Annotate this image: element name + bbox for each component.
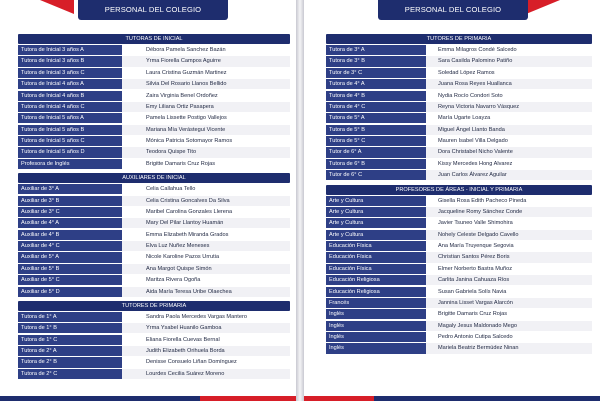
footer-red-band — [304, 396, 374, 401]
role-label: Auxiliar de 5° B — [18, 264, 122, 274]
staff-row — [18, 45, 290, 55]
staff-row — [326, 79, 592, 89]
staff-row — [18, 79, 290, 89]
staff-row — [18, 125, 290, 135]
staff-row — [18, 357, 290, 367]
role-label: Tutora de Inicial 4 años B — [18, 91, 122, 101]
staff-name: Sandra Paola Mercedes Vargas Mantero — [146, 313, 247, 320]
book-gutter — [296, 0, 304, 401]
role-label: Arte y Cultura — [326, 207, 426, 217]
staff-name: Jacqueline Romy Sánchez Conde — [426, 207, 592, 217]
role-label: Auxiliar de 4° B — [18, 230, 122, 240]
role-label: Tutora de Inicial 5 años C — [18, 136, 122, 146]
staff-name: Mauren Isabel Villa Delgado — [438, 138, 508, 144]
role-label: Tutor de 6° A — [326, 147, 426, 157]
staff-name: Nydia Rocío Condori Soto — [438, 92, 503, 99]
staff-name: Maritza Rivera Ogoña — [146, 277, 201, 284]
role-label: Auxiliar de 3° C — [18, 207, 122, 217]
staff-list — [326, 45, 592, 180]
role-label: Arte y Cultura — [326, 230, 426, 240]
role-label: Tutora de 2° A — [18, 346, 122, 356]
staff-row — [326, 264, 592, 274]
section-title: AUXILIARES DE INICIAL — [18, 173, 290, 183]
staff-name: Elva Luz Nuñez Meneses — [122, 241, 290, 251]
role-label: Tutora de 4° C — [326, 102, 426, 112]
staff-name: Teodora Quispe Tito — [122, 147, 290, 157]
staff-name: Débora Pamela Sanchez Bazán — [146, 47, 226, 53]
staff-name: Silvia Del Rosario Llanos Bellido — [122, 79, 290, 89]
staff-row — [18, 241, 290, 251]
staff-row — [326, 159, 592, 169]
staff-row — [18, 264, 290, 274]
staff-name: Eliana Fiorella Cuevas Bernal — [146, 336, 220, 343]
role-label: Inglés — [326, 332, 426, 342]
role-label: Educación Física — [326, 252, 426, 262]
left-page — [0, 0, 296, 401]
footer-blue-band — [374, 396, 600, 401]
staff-row — [18, 218, 290, 228]
staff-list — [18, 184, 290, 297]
staff-row — [18, 68, 290, 78]
role-label: Tutora de 3° A — [326, 45, 426, 55]
staff-row — [18, 230, 290, 240]
role-label: Auxiliar de 5° D — [18, 287, 122, 297]
staff-row — [18, 335, 290, 345]
role-label: Tutora de 2° B — [18, 357, 122, 367]
staff-name: Mary Del Pilar Llantoy Huamán — [122, 218, 290, 228]
section-title: TUTORES DE PRIMARIA — [326, 34, 592, 44]
red-accent — [526, 0, 560, 14]
staff-name: Yrma Fiorella Campos Aguirre — [122, 56, 290, 66]
staff-name: Sara Casilda Palomino Patiño — [426, 56, 592, 66]
role-label: Tutora de 1° C — [18, 335, 122, 345]
staff-section — [18, 34, 290, 169]
staff-section — [326, 185, 592, 354]
staff-name: Emy Liliana Ortiz Pasapera — [122, 102, 290, 112]
role-label: Auxiliar de 3° B — [18, 196, 122, 206]
staff-row — [326, 309, 592, 319]
staff-row — [326, 332, 592, 342]
section-title: PROFESORES DE ÁREAS - INICIAL Y PRIMARIA — [326, 185, 592, 195]
role-label: Tutora de 2° C — [18, 369, 122, 379]
page-header — [0, 0, 296, 26]
page-header — [304, 0, 600, 26]
page-title: PERSONAL DEL COLEGIO — [378, 0, 528, 20]
role-label: Inglés — [326, 343, 426, 353]
staff-section — [326, 34, 592, 180]
role-label: Tutora de Inicial 3 años B — [18, 56, 122, 66]
staff-row — [326, 275, 592, 285]
staff-row — [326, 91, 592, 101]
role-label: Tutora de 6° B — [326, 159, 426, 169]
staff-name: Juana Rosa Reyes Huallanca — [426, 79, 592, 89]
staff-name: Gisella Rosa Edith Pacheco Pineda — [438, 197, 527, 204]
staff-name: Mariela Beatriz Bermúdez Ninan — [426, 343, 592, 353]
staff-row — [326, 45, 592, 55]
staff-name: Javier Tsuneo Valle Shimohira — [438, 220, 513, 227]
staff-name: Ana Margot Quispe Simón — [122, 264, 290, 274]
staff-row — [18, 56, 290, 66]
staff-name: Kissy Mercedes Hong Alvarez — [438, 160, 513, 167]
staff-row — [18, 147, 290, 157]
staff-row — [326, 196, 592, 206]
staff-section — [18, 173, 290, 297]
staff-row — [18, 102, 290, 112]
role-label: Educación Física — [326, 241, 426, 251]
staff-row — [326, 218, 592, 228]
role-label: Auxiliar de 3° A — [18, 184, 122, 194]
staff-name: Denisse Consuelo Liñan Domínguez — [146, 359, 237, 366]
staff-name: Soledad López Ramos — [438, 69, 495, 76]
staff-row — [326, 287, 592, 297]
role-label: Tutora de Inicial 3 años A — [18, 45, 122, 55]
staff-name: Nohely Celeste Delgado Cavello — [426, 230, 592, 240]
staff-row — [326, 230, 592, 240]
role-label: Tutora de 5° B — [326, 125, 426, 135]
staff-list — [18, 45, 290, 169]
staff-name: Ana María Truyenque Segovia — [438, 243, 514, 249]
staff-row — [326, 125, 592, 135]
staff-name: María Ugarte Loayza — [438, 115, 491, 122]
staff-name: Carlita Janina Cahuaza Ríos — [426, 275, 592, 285]
role-label: Arte y Cultura — [326, 196, 426, 206]
staff-name: Emma Milagros Condé Salcedo — [438, 47, 517, 53]
staff-name: Brigitte Damaris Cruz Rojas — [146, 160, 216, 167]
staff-row — [18, 113, 290, 123]
staff-row — [326, 321, 592, 331]
staff-row — [326, 136, 592, 146]
staff-name: Pamela Lissette Postigo Vallejos — [146, 115, 227, 122]
footer-red-band — [200, 396, 296, 401]
staff-row — [18, 207, 290, 217]
role-label: Francés — [326, 298, 426, 308]
staff-list — [18, 312, 290, 379]
role-label: Tutora de 1° A — [18, 312, 122, 322]
staff-name: Lourdes Cecilia Suárez Moreno — [122, 369, 290, 379]
role-label: Tutora de 4° B — [326, 91, 426, 101]
staff-name: Celia Callahua Tello — [146, 186, 196, 193]
role-label: Tutor de 3° C — [326, 68, 426, 78]
right-content — [326, 34, 592, 355]
footer-blue-band — [0, 396, 200, 401]
role-label: Tutora de 1° B — [18, 323, 122, 333]
role-label: Profesora de Inglés — [18, 159, 122, 169]
staff-name: Dora Christabel Nicho Valente — [426, 147, 592, 157]
role-label: Educación Religiosa — [326, 287, 426, 297]
staff-row — [326, 68, 592, 78]
left-content — [18, 34, 290, 380]
staff-name: Judith Elizabeth Orihuela Borda — [122, 346, 290, 356]
staff-name: Yrma Ysabel Huanilo Gamboa — [122, 323, 290, 333]
staff-list — [326, 196, 592, 354]
staff-row — [326, 298, 592, 308]
staff-row — [326, 147, 592, 157]
staff-name: Susan Gabriela Solís Navia — [438, 288, 507, 295]
role-label: Tutora de Inicial 3 años C — [18, 68, 122, 78]
role-label: Tutora de Inicial 5 años D — [18, 147, 122, 157]
staff-name: Nicole Karoline Pazos Urrutia — [146, 254, 220, 261]
staff-row — [18, 91, 290, 101]
staff-name: Jannina Lisset Vargas Alarcón — [426, 298, 592, 308]
role-label: Auxiliar de 4° A — [18, 218, 122, 228]
staff-name: Magaly Jesus Maldonado Mego — [426, 321, 592, 331]
staff-row — [18, 159, 290, 169]
role-label: Tutora de Inicial 4 años C — [18, 102, 122, 112]
staff-row — [18, 369, 290, 379]
staff-name: Juan Carlos Álvarez Aguilar — [426, 170, 592, 180]
role-label: Educación Física — [326, 264, 426, 274]
staff-row — [18, 323, 290, 333]
staff-name: Aida María Teresa Uribe Olaechea — [122, 287, 290, 297]
staff-row — [18, 184, 290, 194]
staff-name: Mariana Mía Verástegui Vicente — [122, 125, 290, 135]
page-title: PERSONAL DEL COLEGIO — [78, 0, 228, 20]
role-label: Auxiliar de 5° C — [18, 275, 122, 285]
role-label: Tutora de 5° C — [326, 136, 426, 146]
staff-name: Christian Santos Pérez Boris — [426, 252, 592, 262]
role-label: Tutora de 4° A — [326, 79, 426, 89]
staff-row — [18, 252, 290, 262]
role-label: Educación Religiosa — [326, 275, 426, 285]
staff-row — [18, 287, 290, 297]
staff-row — [18, 275, 290, 285]
staff-row — [326, 56, 592, 66]
staff-row — [18, 136, 290, 146]
staff-row — [326, 102, 592, 112]
section-title: TUTORES DE PRIMARIA — [18, 301, 290, 311]
section-title: TUTORAS DE INICIAL — [18, 34, 290, 44]
staff-row — [326, 207, 592, 217]
staff-row — [326, 170, 592, 180]
role-label: Tutor de 6° C — [326, 170, 426, 180]
role-label: Inglés — [326, 321, 426, 331]
staff-row — [326, 113, 592, 123]
staff-name: Brigitte Damaris Cruz Rojas — [438, 311, 508, 318]
role-label: Inglés — [326, 309, 426, 319]
staff-row — [326, 241, 592, 251]
staff-row — [18, 196, 290, 206]
staff-name: Elmer Norberto Bastra Muñoz — [438, 265, 512, 272]
staff-name: Maribel Carolina Gonzales Llerena — [146, 208, 233, 215]
staff-name: Laura Cristina Guzmán Martinez — [146, 69, 227, 76]
role-label: Tutora de Inicial 5 años A — [18, 113, 122, 123]
red-accent — [40, 0, 74, 14]
staff-name: Reyna Victoria Navarro Vásquez — [426, 102, 592, 112]
role-label: Tutora de Inicial 4 años A — [18, 79, 122, 89]
role-label: Arte y Cultura — [326, 218, 426, 228]
staff-row — [326, 343, 592, 353]
staff-section — [18, 301, 290, 379]
staff-name: Pedro Antonio Cutipa Salcedo — [438, 334, 513, 340]
staff-name: Zaira Virginia Benel Ordoñez — [146, 92, 218, 99]
staff-row — [326, 252, 592, 262]
page-footer-stripe — [0, 396, 296, 401]
role-label: Auxiliar de 5° A — [18, 252, 122, 262]
role-label: Tutora de Inicial 5 años B — [18, 125, 122, 135]
staff-name: Mónica Patricia Sotomayor Ramos — [146, 138, 233, 144]
staff-row — [18, 312, 290, 322]
role-label: Tutora de 3° B — [326, 56, 426, 66]
page-footer-stripe — [304, 396, 600, 401]
role-label: Auxiliar de 4° C — [18, 241, 122, 251]
staff-name: Celia Cristina Goncalves Da Silva — [122, 196, 290, 206]
staff-name: Miguel Ángel Llanto Banda — [426, 125, 592, 135]
role-label: Tutora de 5° A — [326, 113, 426, 123]
staff-row — [18, 346, 290, 356]
right-page — [304, 0, 600, 401]
staff-name: Emma Elizabeth Miranda Grados — [146, 231, 229, 238]
